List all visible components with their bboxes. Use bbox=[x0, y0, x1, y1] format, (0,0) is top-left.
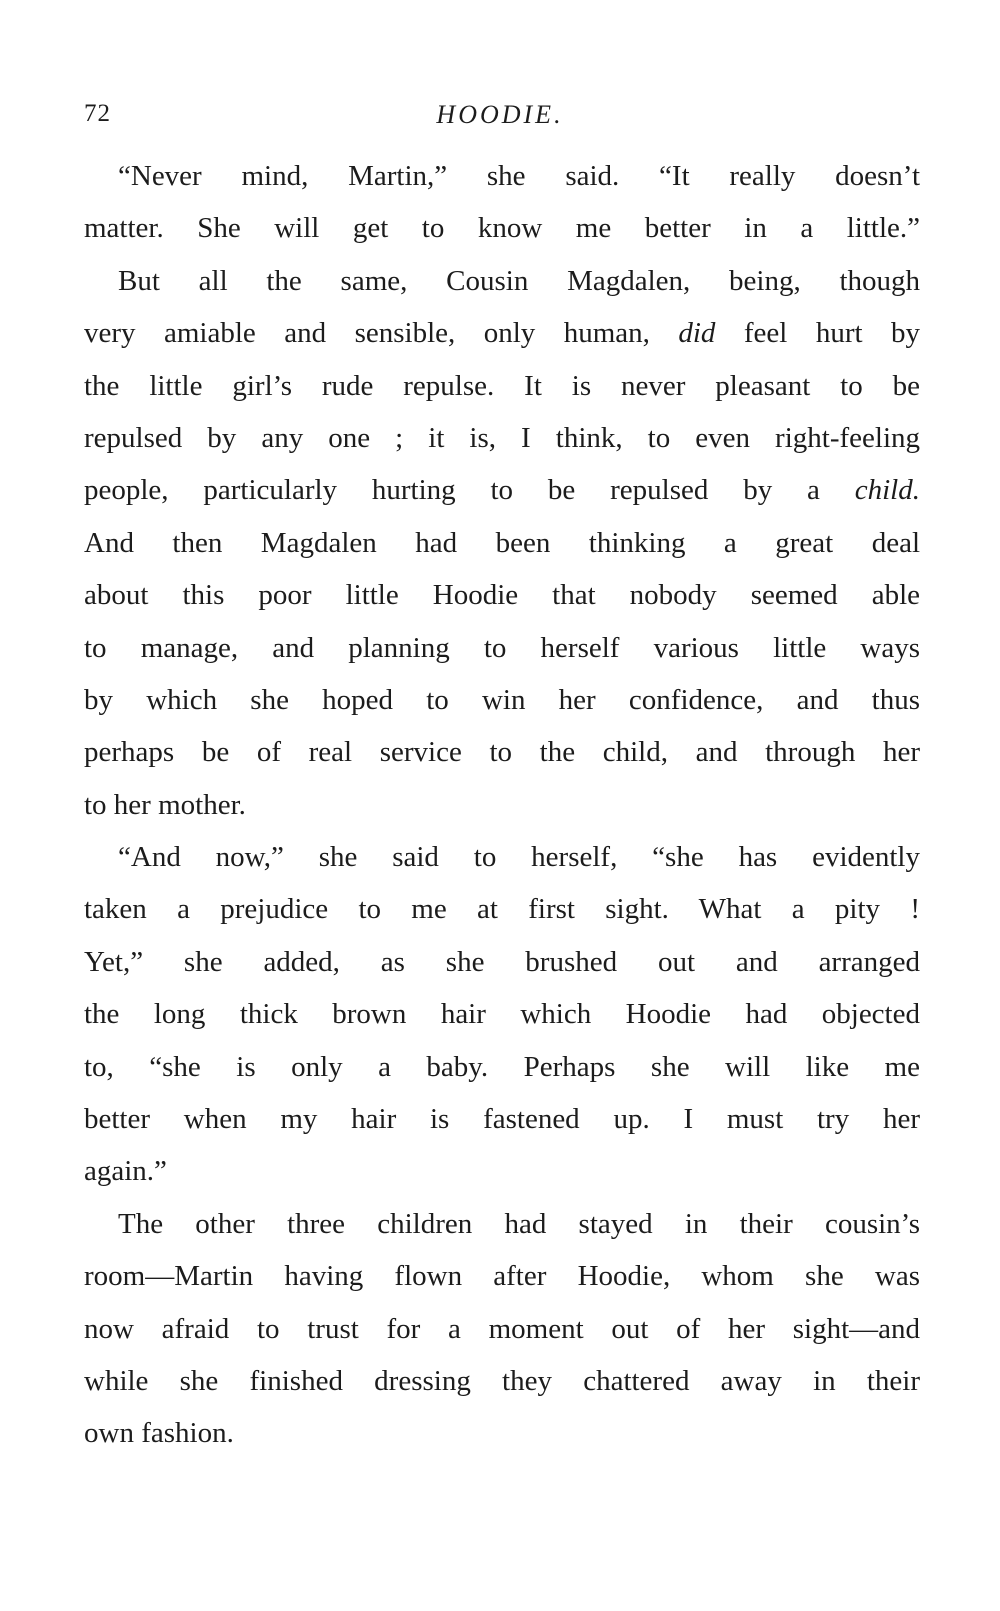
page-header bbox=[84, 100, 916, 140]
text-segment: feel hurt by bbox=[715, 317, 920, 350]
text-line: perhaps be of real service to the child, and through her bbox=[84, 736, 920, 769]
text-line: again.” bbox=[84, 1155, 167, 1188]
emphasis-text: did bbox=[678, 317, 716, 350]
text-line: The other three children had stayed in their cousin’s bbox=[118, 1207, 920, 1240]
text-line: about this poor little Hoodie that nobody seemed able bbox=[84, 579, 920, 612]
text-line: own fashion. bbox=[84, 1417, 234, 1450]
text-line: And then Magdalen had been thinking a great deal bbox=[84, 526, 920, 559]
text-line: taken a prejudice to me at first sight. What a pity ! bbox=[84, 893, 920, 926]
body-text bbox=[84, 150, 920, 1460]
text-line bbox=[84, 307, 920, 359]
text-line: while she finished dressing they chattered away in their bbox=[84, 1364, 920, 1397]
text-line: “Never mind, Martin,” she said. “It really doesn’t bbox=[118, 160, 920, 192]
text-line: to her mother. bbox=[84, 788, 246, 821]
text-line bbox=[84, 464, 920, 516]
page-number: 72 bbox=[84, 100, 111, 127]
text-line: matter. She will get to know me better in a little.” bbox=[84, 212, 920, 245]
text-line: by which she hoped to win her confidence, and thus bbox=[84, 683, 920, 716]
text-line: Yet,” she added, as she brushed out and arranged bbox=[84, 945, 920, 978]
text-segment: people, particularly hurting to be repulsed by a bbox=[84, 474, 855, 507]
text-segment: very amiable and sensible, only human, bbox=[84, 317, 679, 350]
text-line: room—Martin having flown after Hoodie, whom she was bbox=[84, 1260, 920, 1293]
text-line: the long thick brown hair which Hoodie had objected bbox=[84, 998, 920, 1031]
text-line: But all the same, Cousin Magdalen, being, though bbox=[118, 264, 920, 297]
text-line: to manage, and planning to herself various little ways bbox=[84, 631, 920, 664]
text-line: “And now,” she said to herself, “she has evidently bbox=[118, 841, 920, 874]
text-line: now afraid to trust for a moment out of her sight—and bbox=[84, 1312, 920, 1345]
text-line: the little girl’s rude repulse. It is never pleasant to be bbox=[84, 369, 920, 402]
text-line: repulsed by any one ; it is, I think, to even right-feeling bbox=[84, 421, 920, 454]
text-line: better when my hair is fastened up. I must try her bbox=[84, 1103, 920, 1136]
running-head: HOODIE. bbox=[436, 100, 564, 129]
text-line: to, “she is only a baby. Perhaps she will like me bbox=[84, 1050, 920, 1083]
emphasis-text: child. bbox=[854, 474, 920, 507]
